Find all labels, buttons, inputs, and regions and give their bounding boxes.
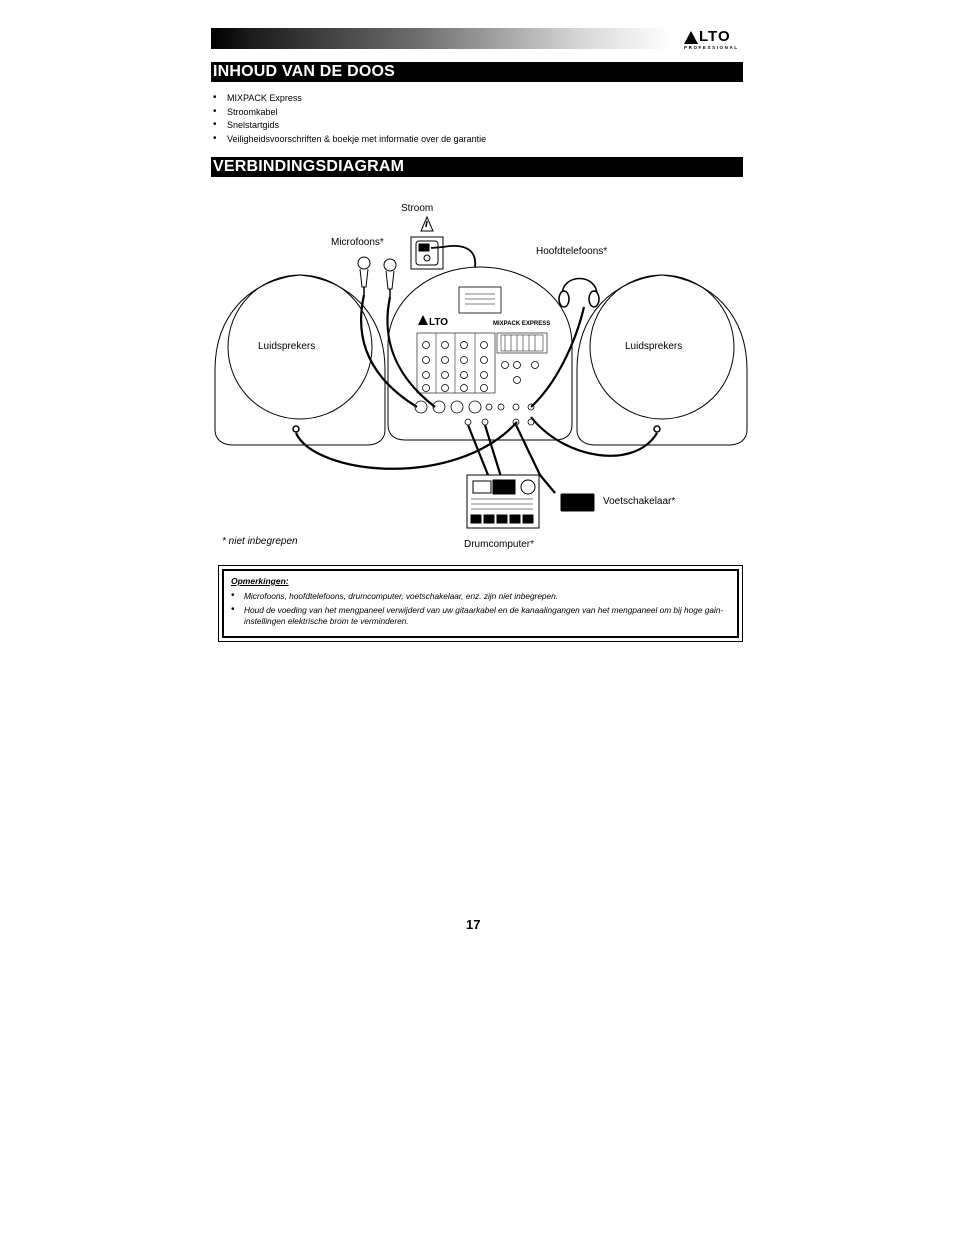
list-item: • Houd de voeding van het mengpaneel verwijderd van uw gitaarkabel en de kanaalingangen van het mengpaneel om bij hoge gain-instellingen elektrische brom te verminderen. <box>231 605 731 627</box>
list-item: • Stroomkabel <box>213 106 486 120</box>
mixer-model-text: MIXPACK EXPRESS <box>493 321 551 327</box>
page-number: 17 <box>466 917 481 932</box>
microphones-label: Microfoons* <box>331 237 384 248</box>
drum-computer-label: Drumcomputer* <box>464 539 535 550</box>
headphones-icon <box>559 279 599 308</box>
notes-title: Opmerkingen: <box>231 576 289 586</box>
list-item: • Snelstartgids <box>213 119 486 133</box>
power-label: Stroom <box>401 203 434 214</box>
header-gradient-bar <box>211 28 671 49</box>
logo-triangle-icon <box>684 31 698 44</box>
not-included-note: * niet inbegrepen <box>222 536 298 547</box>
logo-wordmark <box>684 30 744 44</box>
section-title-contents: INHOUD VAN DE DOOS <box>211 62 743 82</box>
footswitch-icon <box>561 494 594 511</box>
notes-box <box>218 565 743 642</box>
connection-diagram <box>205 195 750 560</box>
section-title-diagram: VERBINDINGSDIAGRAM <box>211 157 743 177</box>
drum-computer-icon <box>467 475 539 528</box>
list-item: • MIXPACK Express <box>213 92 486 106</box>
list-item: • Microfoons, hoofdtelefoons, drumcomputer, voetschakelaar, enz. zijn niet inbegrepen. <box>231 591 731 602</box>
headphones-label: Hoofdtelefoons* <box>536 246 608 257</box>
microphone-icon <box>358 257 396 297</box>
right-speaker-cable <box>531 417 657 456</box>
contents-list <box>213 92 486 146</box>
footswitch-label: Voetschakelaar* <box>603 496 676 507</box>
notes-inner-frame <box>222 569 739 638</box>
notes-list <box>231 591 731 630</box>
speaker-right-label: Luidsprekers <box>625 341 683 352</box>
mic-cable-1 <box>361 295 417 407</box>
alto-logo <box>684 30 744 50</box>
mixer-body-icon <box>388 267 572 440</box>
mixer-logo-text: LTO <box>429 317 449 328</box>
list-item: • Veiligheidsvoorschriften & boekje met informatie over de garantie <box>213 133 486 147</box>
logo-text: LTO <box>699 28 731 45</box>
logo-subtext: PROFESSIONAL <box>684 45 739 50</box>
speaker-left-label: Luidsprekers <box>258 341 316 352</box>
